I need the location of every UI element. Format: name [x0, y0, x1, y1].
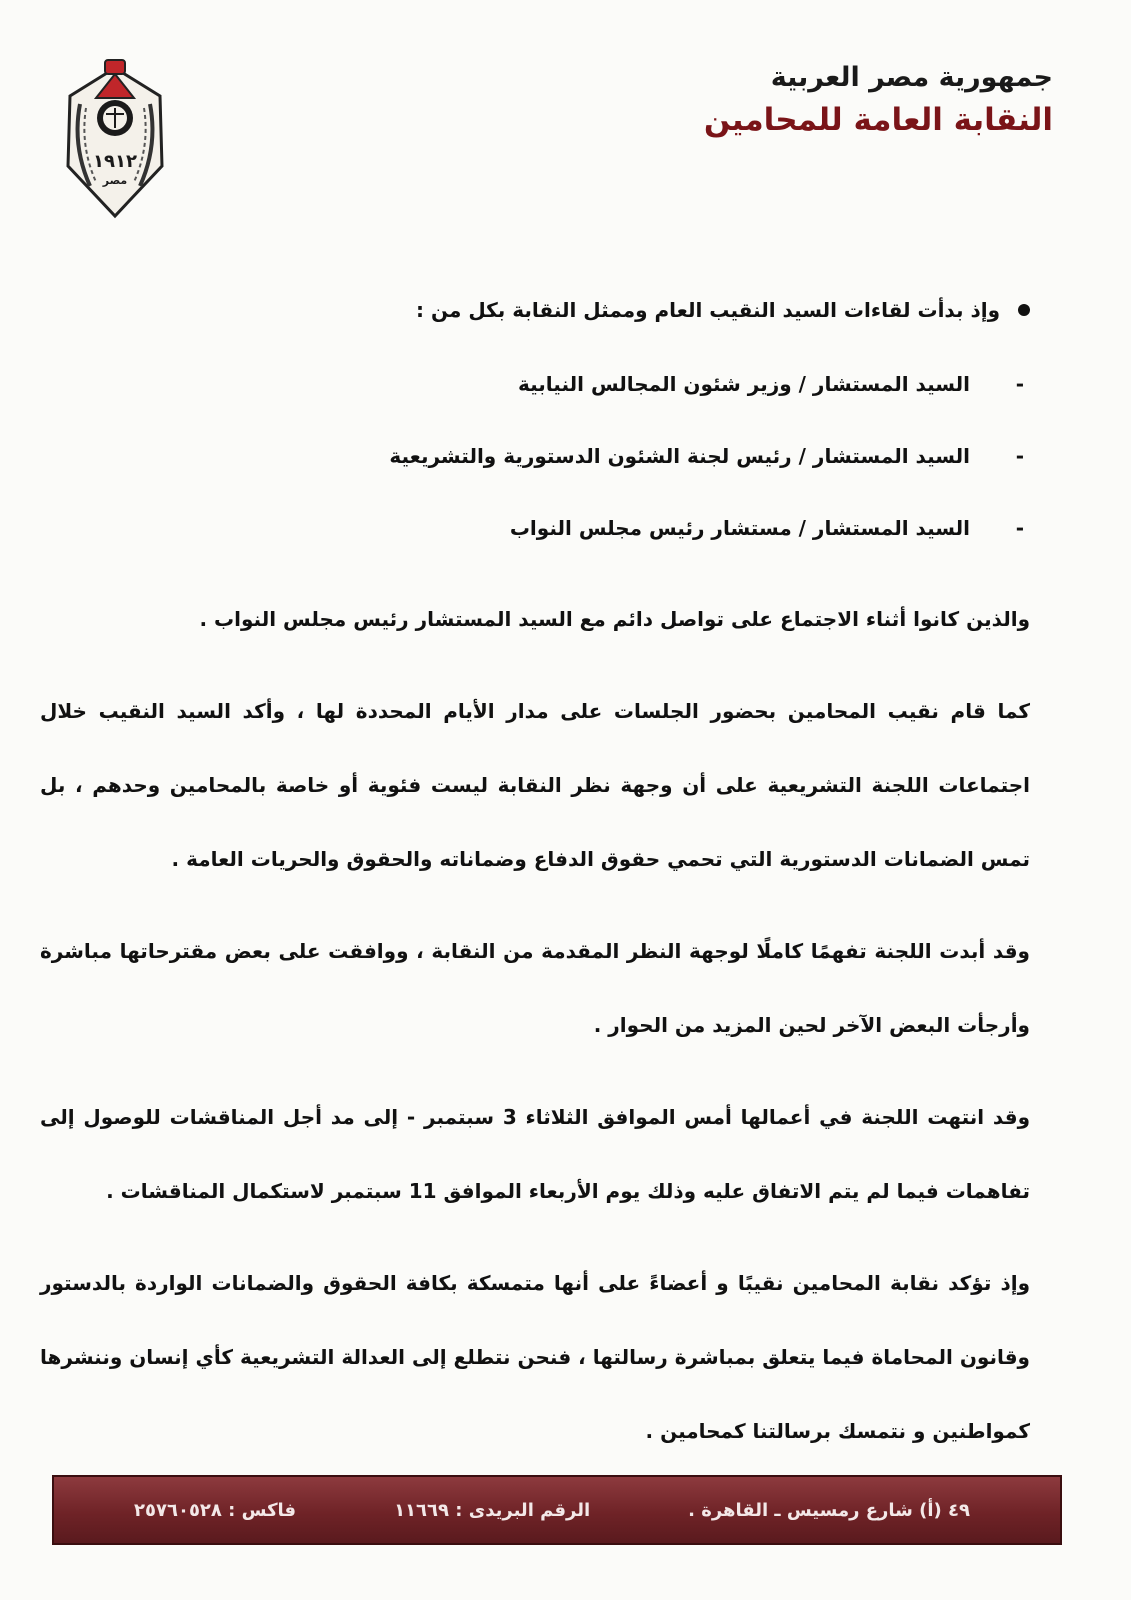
list-item-text: السيد المستشار / رئيس لجنة الشئون الدستورية والتشريعية: [389, 444, 970, 468]
letterhead-footer: [52, 1475, 1062, 1545]
paragraph: وإذ تؤكد نقابة المحامين نقيبًا و أعضاءً على أنها متمسكة بكافة الحقوق والضمانات الواردة بالدستور وقانون المحاماة فيما يتعلق بمباشرة رسالتها ، فنحن نتطلع إلى العدالة التشريعية كأي إنسان وننشرها كمواطنين و نتمسك برسالتنا كمحامين .: [40, 1271, 1030, 1443]
logo-country: مصر: [102, 174, 128, 187]
dash-icon: -: [1015, 516, 1024, 540]
footer-postal-code: الرقم البريدى : ١١٦٦٩: [394, 1499, 591, 1521]
paragraph: كما قام نقيب المحامين بحضور الجلسات على مدار الأيام المحددة لها ، وأكد السيد النقيب خلال اجتماعات اللجنة التشريعية على أن وجهة نظر النقابة ليست فئوية أو خاصة بالمحامين وحدهم ، بل تمس الضمانات الدستورية التي تحمي حقوق الدفاع وضماناته والحقوق والحريات العامة .: [40, 699, 1030, 871]
paragraph: وقد انتهت اللجنة في أعمالها أمس الموافق الثلاثاء 3 سبتمبر - إلى مد أجل المناقشات للوصول إلى تفاهمات فيما لم يتم الاتفاق عليه وذلك يوم الأربعاء الموافق 11 سبتمبر لاستكمال المناقشات .: [40, 1105, 1031, 1203]
syndicate-logo-seal: [50, 56, 180, 226]
paragraph: والذين كانوا أثناء الاجتماع على تواصل دائم مع السيد المستشار رئيس مجلس النواب .: [199, 607, 1030, 631]
dash-icon: -: [1015, 444, 1024, 468]
letterhead-titles: [704, 58, 1053, 142]
list-item-text: السيد المستشار / وزير شئون المجالس النيابية: [517, 372, 970, 396]
logo-year: ١٩١٢: [93, 151, 137, 172]
dash-icon: -: [1015, 372, 1024, 396]
header-country: جمهورية مصر العربية: [770, 62, 1053, 93]
list-item: [40, 348, 1030, 420]
footer-fax: فاكس : ٢٥٧٦٠٥٢٨: [134, 1499, 297, 1521]
intro-text: وإذ بدأت لقاءات السيد النقيب العام وممثل النقابة بكل من :: [416, 298, 1000, 322]
list-item: [40, 492, 1030, 564]
list-item: [40, 420, 1030, 492]
letter-body: [40, 290, 1030, 1468]
footer-address: ٤٩ (أ) شارع رمسيس ـ القاهرة .: [688, 1499, 970, 1521]
paragraph: وقد أبدت اللجنة تفهمًا كاملًا لوجهة النظر المقدمة من النقابة ، ووافقت على بعض مقترحاتها مباشرة وأرجأت البعض الآخر لحين المزيد من الحوار .: [40, 939, 1030, 1037]
bullet-icon: [1018, 304, 1030, 316]
list-item-text: السيد المستشار / مستشار رئيس مجلس النواب: [509, 516, 970, 540]
header-organization: النقابة العامة للمحامين: [703, 102, 1053, 138]
bullet-intro: [40, 290, 1030, 330]
